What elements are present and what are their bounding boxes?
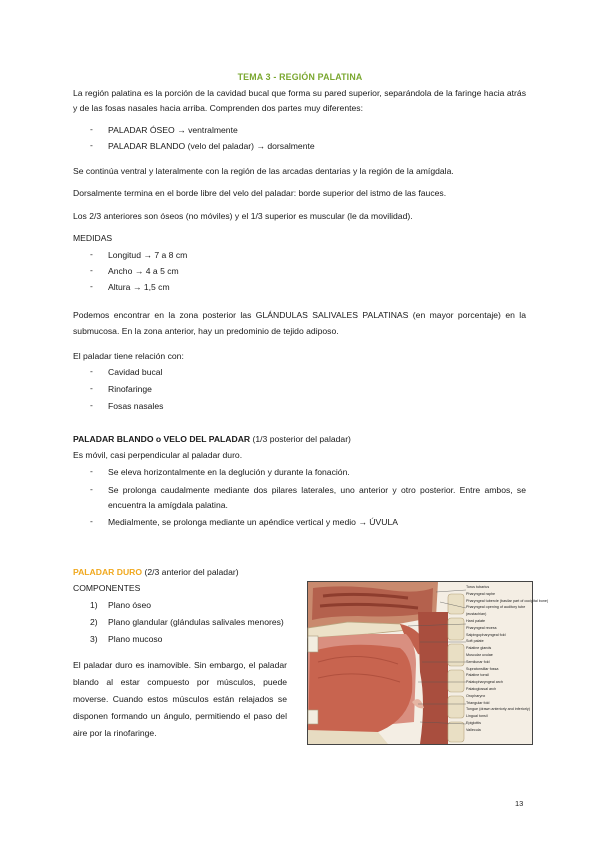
- intro-paragraph: La región palatina es la porción de la cavidad bucal que forma su pared superior, separándola de la faringe hacia atrás y de las fosas nasales hacia arriba. Comprenden dos partes muy diferentes:: [73, 88, 526, 113]
- paragraph: Los 2/3 anteriores son óseos (no móviles) y el 1/3 superior es muscular (le da movilidad).: [73, 211, 413, 221]
- list-item: Se prolonga caudalmente mediante dos pilares laterales, uno anterior y otro posterior. Entre ambos, se: [108, 485, 526, 495]
- duro-heading-rest: (2/3 anterior del paladar): [142, 567, 239, 577]
- blando-heading: [73, 433, 351, 445]
- list-item: Se eleva horizontalmente en la deglución y durante la fonación.: [108, 467, 350, 477]
- bullet-dash: -: [90, 466, 93, 476]
- list-number: 3): [90, 634, 98, 644]
- list-item: Fosas nasales: [108, 401, 164, 411]
- duro-heading-colored: PALADAR DURO: [73, 567, 143, 577]
- bullet-dash: -: [90, 516, 93, 526]
- list-item: PALADAR BLANDO (velo del paladar) → dorsalmente: [108, 141, 315, 151]
- list-item: PALADAR ÓSEO → ventralmente: [108, 125, 238, 135]
- figure-label: Supratonsillar fossa: [466, 666, 499, 671]
- figure-label: Hard palate: [466, 618, 486, 623]
- bullet-dash: -: [90, 124, 93, 134]
- list-item: Rinofaringe: [108, 384, 152, 394]
- duro-heading: [73, 566, 239, 578]
- bullet-dash: -: [90, 140, 93, 150]
- paragraph: Se continúa ventral y lateralmente con la región de las arcadas dentarias y la región de la amígdala.: [73, 166, 454, 176]
- anatomy-illustration: [307, 581, 549, 745]
- figure-label: Pharyngeal opening of auditory tube: [466, 605, 526, 610]
- paragraph-line: El paladar duro es inamovible. Sin embargo, el paladar: [73, 660, 287, 670]
- blando-heading-rest: (1/3 posterior del paladar): [250, 434, 351, 444]
- figure-label: Pharyngeal tubercle (basilar part of occipital bone): [466, 598, 549, 603]
- list-item: Plano mucoso: [108, 634, 163, 644]
- figure-labels: [466, 584, 548, 734]
- blando-subtitle: Es móvil, casi perpendicular al paladar duro.: [73, 450, 243, 460]
- bullet-dash: -: [90, 265, 93, 275]
- paragraph-line: aire por la rinofaringe.: [73, 728, 157, 738]
- bullet-dash: -: [90, 366, 93, 376]
- figure-label: Lingual tonsil: [466, 714, 488, 719]
- componentes-heading: COMPONENTES: [73, 583, 141, 593]
- medidas-heading: MEDIDAS: [73, 233, 113, 243]
- paragraph-line: disponen formando un ángulo, permitiendo el paso del: [73, 711, 287, 721]
- figure-label: Soft palate: [466, 639, 484, 644]
- blando-heading-bold: PALADAR BLANDO o VELO DEL PALADAR: [73, 434, 251, 444]
- figure-label: Torus tubarius: [466, 585, 490, 589]
- bullet-dash: -: [90, 249, 93, 259]
- relacion-heading: El paladar tiene relación con:: [73, 351, 184, 361]
- list-item: Ancho → 4 a 5 cm: [108, 266, 179, 276]
- figure-label: Tongue (drawn anteriorly and inferiorly): [466, 707, 530, 712]
- figure-label: Palatopharyngeal arch: [466, 680, 503, 685]
- figure-label: Pharyngeal recess: [466, 625, 497, 630]
- figure-label: Palatoglossal arch: [466, 686, 497, 691]
- page-title: TEMA 3 - REGIÓN PALATINA: [237, 72, 363, 82]
- list-item-continuation: encuentra la amígdala palatina.: [108, 500, 228, 510]
- bullet-dash: -: [90, 383, 93, 393]
- figure-label: Palatine glands: [466, 646, 492, 651]
- list-item: Plano óseo: [108, 600, 152, 610]
- list-item: Cavidad bucal: [108, 367, 163, 377]
- bullet-dash: -: [90, 484, 93, 494]
- figure-label: Salpingopharyngeal fold: [466, 632, 506, 637]
- figure-label: Triangular fold: [466, 700, 490, 705]
- figure-label: Semilunar fold: [466, 659, 490, 664]
- paragraph: Dorsalmente termina en el borde libre del velo del paladar: borde superior del istmo de las fauces.: [73, 188, 447, 198]
- figure-label: Muscular uvulae: [466, 652, 493, 657]
- paragraph-line: blando al estar compuesto por músculos, puede: [73, 677, 287, 687]
- list-number: 1): [90, 600, 98, 610]
- bullet-dash: -: [90, 281, 93, 291]
- page-number: 13: [515, 799, 524, 808]
- figure-label: Pharyngeal raphe: [466, 591, 496, 596]
- list-item: Plano glandular (glándulas salivales menores): [108, 617, 284, 627]
- glandulas-paragraph: Podemos encontrar en la zona posterior las GLÁNDULAS SALIVALES PALATINAS (en mayor porcentaje) en la submucosa. En la zona anterior, hay un predominio de tejido adiposo.: [73, 310, 526, 336]
- figure-label: Oropharynx: [466, 693, 486, 698]
- list-item: Longitud → 7 a 8 cm: [108, 250, 188, 260]
- list-item: Altura → 1,5 cm: [108, 282, 170, 292]
- figure-label: Epiglottis: [466, 720, 481, 725]
- figure-label: Palatine tonsil: [466, 673, 489, 678]
- bullet-dash: -: [90, 400, 93, 410]
- list-item: Medialmente, se prolonga mediante un apéndice vertical y medio → ÚVULA: [108, 517, 398, 527]
- paragraph-line: moverse. Cuando estos músculos están relajados se: [73, 694, 287, 704]
- figure-label: (eustachian): [466, 612, 487, 617]
- list-number: 2): [90, 617, 98, 627]
- figure-label: Vallecula: [466, 727, 481, 732]
